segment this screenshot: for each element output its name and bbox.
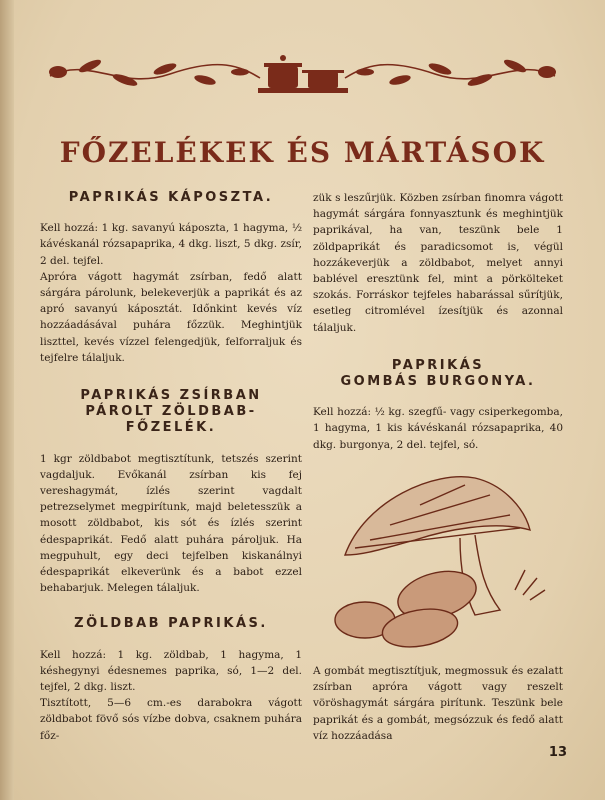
method: zük s leszűrjük. Közben zsírban finomra vágott hagymát sárgára fonnyasztunk és meghintjük paprikával, ha van, teszünk bele 1 zöldpaprikát és paradicsomot is, végül hozzákeverjük a zöldbabot, melyet annyi bablével eresztünk fel, mint a pörköltеket szokás. Forráskor tejfeles habarással sűrítjük, esetleg citromlével ízesítjük és azonnal tálaljuk. <box>313 192 563 334</box>
recipe-title: PÁROLT ZÖLDBAB- <box>85 404 257 420</box>
ingredients: Kell hozzá: 1 kg. zöldbab, 1 hagyma, 1 késhegynyi édesnemes paprika, só, 1—2 del. tejfel, 2 dkg. liszt. <box>40 648 302 694</box>
recipe-title: PAPRIKÁS <box>391 357 485 373</box>
recipe-title: GOMBÁS BURGONYA. <box>340 374 536 390</box>
method: Tisztított, 5—6 cm.-es darabokra vágott zöldbabot fövő sós vízbe dobva, csaknem puhára főz- <box>40 697 302 742</box>
method: A gombát megtisztítjuk, megmossuk és ezalatt zsírban apróra vágott vagy reszelt vöröshagymát sárgára pirítunk. Teszünk bele paprikát és a gombát, megsózzuk és fedő alatt víz hozzáadása <box>313 665 563 742</box>
left-column <box>40 190 302 744</box>
ornament-vine-icon <box>30 36 575 104</box>
recipe-title: FŐZELÉK. <box>125 420 217 436</box>
ingredients: Kell hozzá: ½ kg. szegfű- vagy csiperkegomba, 1 hagyma, 1 kis kávéskanál rózsapaprika, 40 dkg. burgonya, 2 del. tejfel, só. <box>313 406 563 451</box>
recipe-title: PAPRIKÁS KÁPOSZTA. <box>68 190 274 205</box>
ingredients: Kell hozzá: 1 kg. savanyú káposzta, 1 hagyma, ½ kávéskanál rózsapaprika, 4 dkg. liszt, 5 dkg. zsír, 2 del. tejfel. <box>40 222 302 267</box>
recipe-title: ZÖLDBAB PAPRIKÁS. <box>74 616 268 632</box>
method: Apróra vágott hagymát zsírban, fedő alatt sárgára párolunk, belekeverjük a paprikát és az apró savanyú káposztát. Időnkint kevés víz hozzáadásával puhára főzzük. Meghintjük liszttel, kevés vízzel felengedjük, felforraljuk és tejfelre tálaljuk. <box>40 270 302 364</box>
mushroom-potato-illustration <box>325 460 555 650</box>
recipe-title: PAPRIKÁS ZSÍRBAN <box>80 388 262 404</box>
page-title: FŐZELÉKEK ÉS MÁRTÁSOK <box>59 136 546 169</box>
cooking-pot-icon <box>258 55 348 93</box>
page-number: 13 <box>548 745 567 760</box>
right-column <box>313 190 563 453</box>
page-edge <box>0 0 14 800</box>
method: 1 kgr zöldbabot megtisztítunk, tetszés szerint vagdaljuk. Evőkanál zsírban kis fej vereshagymát, ízlés szerint vagdalt petrezselymet megpirítunk, majd beletesszük a mosott zöldbabot, kis sót és ízlés szerint édespaprikát. Fedő alatt puhára pároljuk. Ha megpuhult, egy deci tejfelben kiskanálnyi édespaprikát elkeverünk és a babot ezzel behabarjuk. Melegen tálaljuk. <box>40 452 302 595</box>
right-column-bottom <box>313 663 563 744</box>
